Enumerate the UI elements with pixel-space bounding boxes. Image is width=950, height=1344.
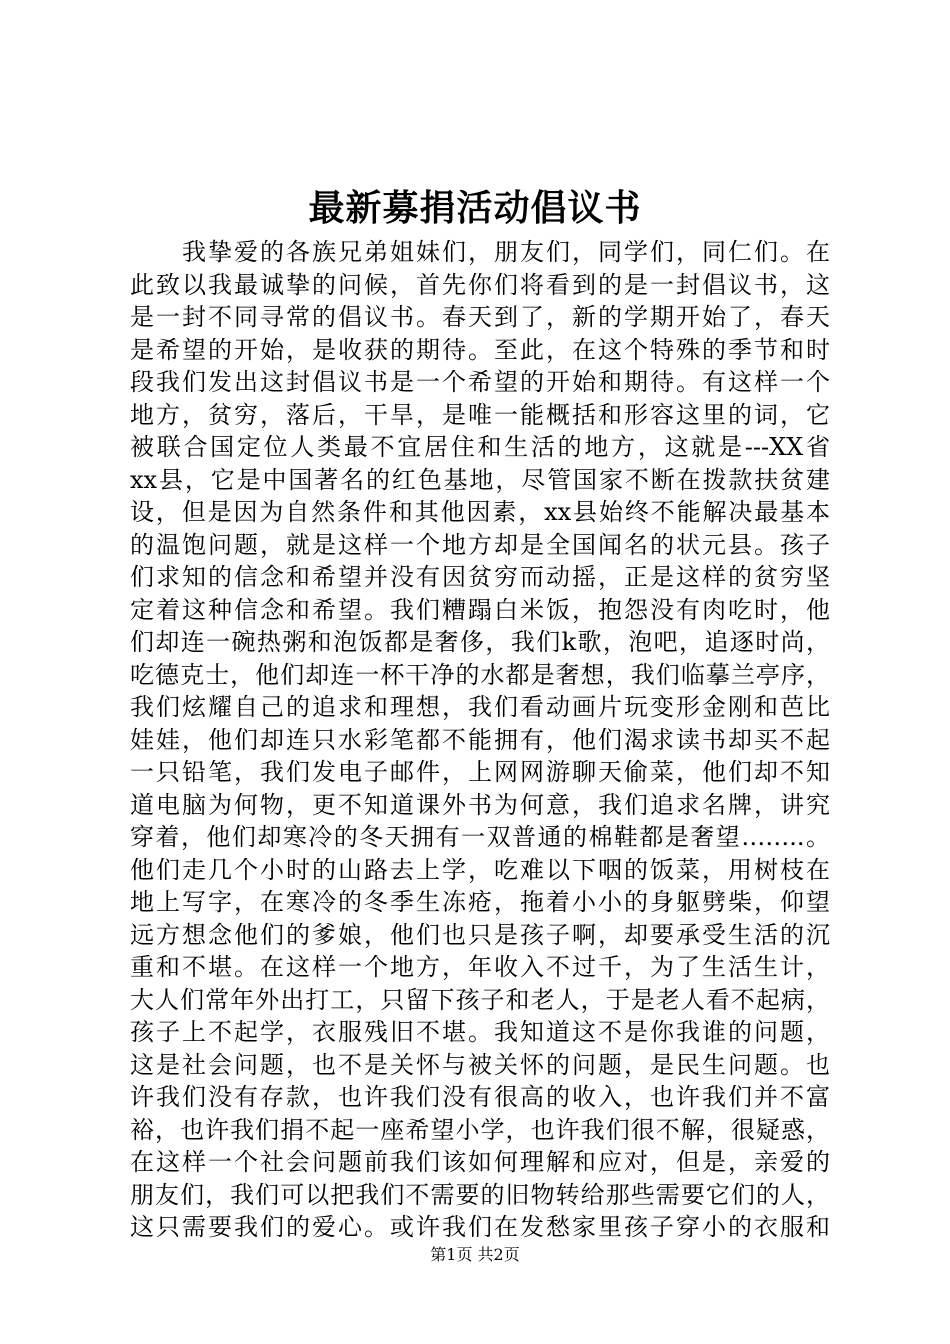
body-line: 段我们发出这封倡议书是一个希望的开始和期待。有这样一个 [130, 368, 830, 396]
body-line: 是一封不同寻常的倡议书。春天到了，新的学期开始了，春天 [130, 303, 830, 331]
body-line: xx县，它是中国著名的红色基地，尽管国家不断在拨款扶贫建 [130, 465, 830, 494]
body-line: 重和不堪。在这样一个地方，年收入不过千，为了生活生计， [130, 953, 830, 981]
body-line: 吃德克士，他们却连一杯干净的水都是奢想，我们临摹兰亭序， [130, 660, 830, 689]
body-line: 裕，也许我们捐不起一座希望小学，也许我们很不解，很疑惑， [130, 1115, 830, 1144]
body-line: 这只需要我们的爱心。或许我们在发愁家里孩子穿小的衣服和 [130, 1213, 830, 1241]
body-line: 许我们没有存款，也许我们没有很高的收入，也许我们并不富 [130, 1083, 830, 1111]
body-line: 是希望的开始，是收获的期待。至此，在这个特殊的季节和时 [130, 335, 830, 364]
body-line: 大人们常年外出打工，只留下孩子和老人，于是老人看不起病， [130, 985, 830, 1014]
body-line: 我们炫耀自己的追求和理想，我们看动画片玩变形金刚和芭比 [130, 693, 830, 721]
body-line: 此致以我最诚挚的问候，首先你们将看到的是一封倡议书，这 [130, 270, 830, 299]
page-footer: 第1页 共2页 [430, 1245, 520, 1264]
body-line: 被联合国定位人类最不宜居住和生活的地方，这就是---XX省 [130, 433, 830, 461]
document-body [130, 236, 830, 1244]
body-line: 朋友们，我们可以把我们不需要的旧物转给那些需要它们的人， [130, 1180, 830, 1209]
body-line: 孩子上不起学，衣服残旧不堪。我知道这不是你我谁的问题， [130, 1018, 830, 1046]
body-line: 远方想念他们的爹娘，他们也只是孩子啊，却要承受生活的沉 [130, 920, 830, 949]
body-line: 娃娃，他们却连只水彩笔都不能拥有，他们渴求读书却买不起 [130, 725, 830, 754]
body-line: 穿着，他们却寒冷的冬天拥有一双普通的棉鞋都是奢望……..。 [130, 823, 830, 851]
body-line: 的温饱问题，就是这样一个地方却是全国闻名的状元县。孩子 [130, 530, 830, 559]
body-line: 设，但是因为自然条件和其他因素，xx县始终不能解决最基本 [130, 498, 830, 526]
body-line: 们却连一碗热粥和泡饭都是奢侈，我们k歌，泡吧，追逐时尚， [130, 628, 830, 656]
body-line: 道电脑为何物，更不知道课外书为何意，我们追求名牌，讲究 [130, 790, 830, 819]
body-line: 一只铅笔，我们发电子邮件，上网网游聊天偷菜，他们却不知 [130, 758, 830, 786]
document-title: 最新募捐活动倡议书 [308, 187, 642, 229]
body-line: 在这样一个社会问题前我们该如何理解和应对，但是，亲爱的 [130, 1148, 830, 1176]
body-line: 们求知的信念和希望并没有因贫穷而动摇，正是这样的贫穷坚 [130, 563, 830, 591]
body-line: 地方，贫穷，落后，干旱，是唯一能概括和形容这里的词，它 [130, 400, 830, 429]
body-line: 这是社会问题，也不是关怀与被关怀的问题，是民生问题。也 [130, 1050, 830, 1079]
body-line: 地上写字，在寒冷的冬季生冻疮，拖着小小的身躯劈柴，仰望 [130, 888, 830, 916]
body-line: 他们走几个小时的山路去上学，吃难以下咽的饭菜，用树枝在 [130, 855, 830, 884]
body-line: 我挚爱的各族兄弟姐妹们，朋友们，同学们，同仁们。在 [182, 238, 830, 266]
body-line: 定着这种信念和希望。我们糟蹋白米饭，抱怨没有肉吃时，他 [130, 595, 830, 624]
